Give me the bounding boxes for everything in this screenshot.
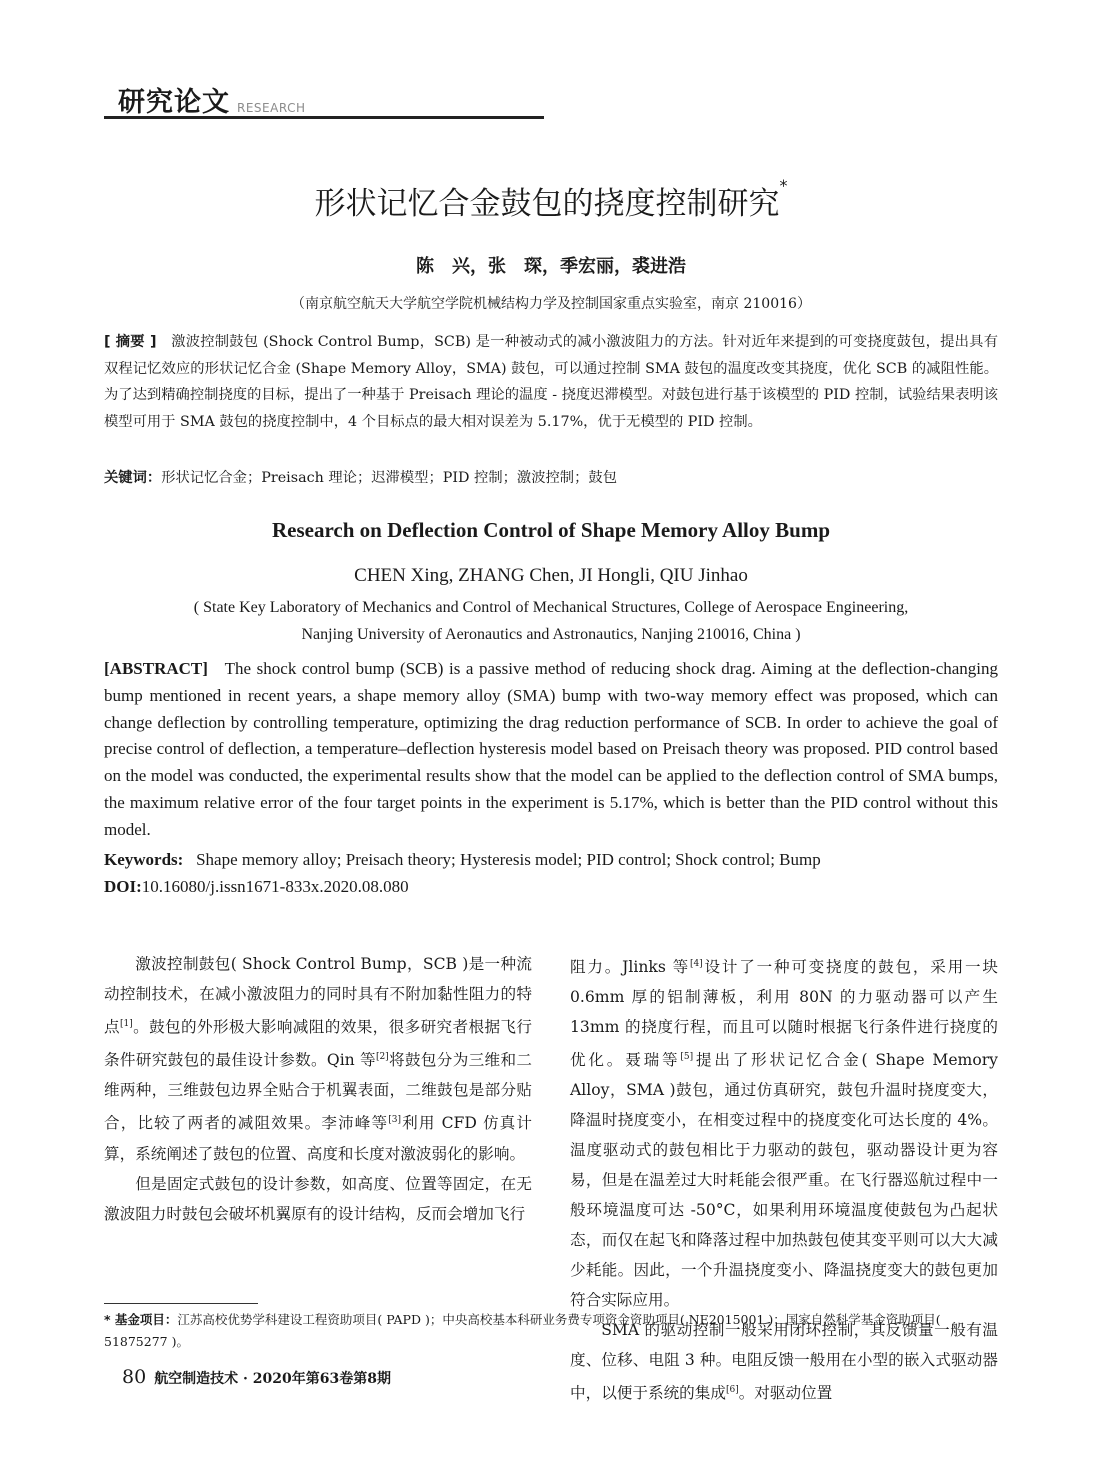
keywords-en-label: Keywords: (104, 850, 184, 869)
funding-footnote (104, 1309, 998, 1353)
footnote-label: * 基金项目： (104, 1312, 178, 1327)
footnote-rule (104, 1303, 258, 1304)
doi (104, 874, 998, 900)
citation-link[interactable]: [5] (680, 1052, 694, 1063)
journal-name: 航空制造技术 · 2020年第63卷第8期 (154, 1371, 391, 1387)
body-text: 设计了一种可变挠度的鼓包，采用一块 0.6mm 厚的铝制薄板，利用 80N 的力驱动器可以产生 13mm 的挠度行程，而且可以随时根据飞行条件进行挠度的优化。聂瑞等 (570, 958, 998, 1070)
author-list: 陈 兴，张 琛，季宏丽，裘进浩 (416, 256, 686, 277)
abstract-en-text: The shock control bump (SCB) is a passive method of reducing shock drag. Aiming at the deflection-changing bump mentioned in recent years, a shape memory alloy (SMA) bump with two-way memory effect was proposed, which can change deflection by controlling temperature, optimizing the drag reduction performance of SCB. In order to achieve the goal of precise control of deflection, a temperature–deflection hysteresis model based on Preisach theory was proposed. PID control based on the model was conducted, the experimental results show that the model can be applied to the deflection control of SMA bumps, the maximum relative error of the four target points in the experiment is 5.17%, which is better than the PID control without this model. (104, 659, 999, 839)
paper-title-en: Research on Deflection Control of Shape Memory Alloy Bump (271, 518, 831, 542)
citation-link[interactable]: [6] (725, 1385, 739, 1396)
abstract-cn-label: [ 摘要 ] (104, 334, 157, 350)
body-text: SMA 的驱动控制一般采用闭环控制，其反馈量一般有温度、位移、电阻 3 种。电阻反馈一般用在小型的嵌入式驱动器中，以便于系统的集成 (570, 1321, 998, 1403)
section-header (104, 80, 544, 122)
body-text: 提出了形状记忆合金( Shape Memory Alloy，SMA )鼓包，通过仿真研究，鼓包升温时挠度变大，降温时挠度变小，在相变过程中的挠度变化可达长度的 4%。温度驱动式的鼓包相比于力驱动的鼓包，驱动器设计更为容易，但是在温差过大时耗能会很严重。在飞行器巡航过程中一般环境温度可达 -50°C，如果利用环境温度使鼓包为凸起状态，而仅在起飞和降落过程中加热鼓包使其变平则可以大大减少耗能。因此，一个升温挠度变小、降温挠度变大的鼓包更加符合实际应用。 (570, 1051, 998, 1310)
funding-mark: * (779, 176, 788, 195)
citation-link[interactable]: [2] (375, 1052, 389, 1063)
keywords-cn-text: 形状记忆合金；Preisach 理论；迟滞模型；PID 控制；激波控制；鼓包 (161, 470, 617, 486)
keywords-cn (104, 465, 998, 491)
abstract-cn (104, 329, 998, 435)
body-paragraph (104, 949, 532, 1169)
section-label-cn: 研究论文 (118, 87, 230, 118)
doi-link[interactable]: 10.16080/j.issn1671-833x.2020.08.080 (141, 877, 409, 896)
body-paragraph (570, 949, 998, 1315)
body-paragraph (104, 1169, 532, 1229)
page-footer (122, 1366, 391, 1388)
body-text: 。对驱动位置 (738, 1384, 833, 1403)
affiliation-en-line1: ( State Key Laboratory of Mechanics and Control of Mechanical Structures, College of Aerospace Engineering, (193, 599, 909, 616)
body-text: 利用 CFD 仿真计算，系统阐述了鼓包的位置、高度和长度对激波弱化的影响。 (104, 1114, 532, 1163)
body-text: 激波控制鼓包( Shock Control Bump，SCB )是一种流动控制技术，在减小激波阻力的同时具有不附加黏性阻力的特点 (104, 955, 532, 1037)
body-text: 但是固定式鼓包的设计参数，如高度、位置等固定，在无激波阻力时鼓包会破坏机翼原有的设计结构，反而会增加飞行 (104, 1174, 532, 1223)
body-text: 。鼓包的外形极大影响减阻的效果，很多研究者根据飞行条件研究鼓包的最佳设计参数。Qin 等 (104, 1018, 532, 1070)
affiliation-en-line2: Nanjing University of Aeronautics and Astronautics, Nanjing 210016, China ) (301, 626, 801, 643)
citation-link[interactable]: [4] (689, 959, 703, 969)
citation-link[interactable]: [3] (388, 1115, 401, 1126)
page-number: 80 (122, 1366, 147, 1388)
doi-label: DOI: (104, 877, 142, 896)
affiliation: （南京航空航天大学航空学院机械结构力学及控制国家重点实验室，南京 210016） (291, 296, 811, 312)
body-text: 阻力。Jlinks 等 (570, 958, 690, 977)
abstract-en-label: [ABSTRACT] (104, 659, 208, 678)
keywords-en-text: Shape memory alloy; Preisach theory; Hysteresis model; PID control; Shock control; Bump (196, 850, 821, 869)
author-list-en: CHEN Xing, ZHANG Chen, JI Hongli, QIU Jinhao (354, 565, 748, 586)
paper-title (0, 178, 1102, 223)
citation-link[interactable]: [1] (119, 1019, 133, 1029)
abstract-cn-text: 激波控制鼓包 (Shock Control Bump，SCB) 是一种被动式的减小激波阻力的方法。针对近年来提到的可变挠度鼓包，提出具有双程记忆效应的形状记忆合金 (Shape Memory Alloy，SMA) 鼓包，可以通过控制 SMA 鼓包的温度改变其挠度，优化 SCB 的减阻性能。为了达到精确控制挠度的目标，提出了一种基于 Preisach 理论的温度 - 挠度迟滞模型。对鼓包进行基于该模型的 PID 控制，试验结果表明该模型可用于 SMA 鼓包的挠度控制中，4 个目标点的最大相对误差为 5.17%，优于无模型的 PID 控制。 (104, 334, 998, 430)
keywords-cn-label: 关键词： (104, 470, 162, 486)
abstract-en (104, 656, 998, 844)
affiliation-en (0, 594, 1102, 648)
body-column-left (104, 949, 532, 1229)
body-text: 将鼓包分为三维和二维两种，三维鼓包边界全贴合于机翼表面，二维鼓包是部分贴合，比较了两者的减阻效果。李沛峰等 (104, 1051, 532, 1133)
footnote-text: 江苏高校优势学科建设工程资助项目( PAPD )；中央高校基本科研业务费专项资金资助项目( NE2015001 )；国家自然科学基金资助项目( 51875277 )。 (104, 1312, 941, 1349)
header-rule (104, 116, 544, 119)
paper-title-text: 形状记忆合金鼓包的挠度控制研究 (314, 186, 780, 222)
keywords-en (104, 847, 998, 873)
section-label-en: RESEARCH (237, 101, 306, 115)
